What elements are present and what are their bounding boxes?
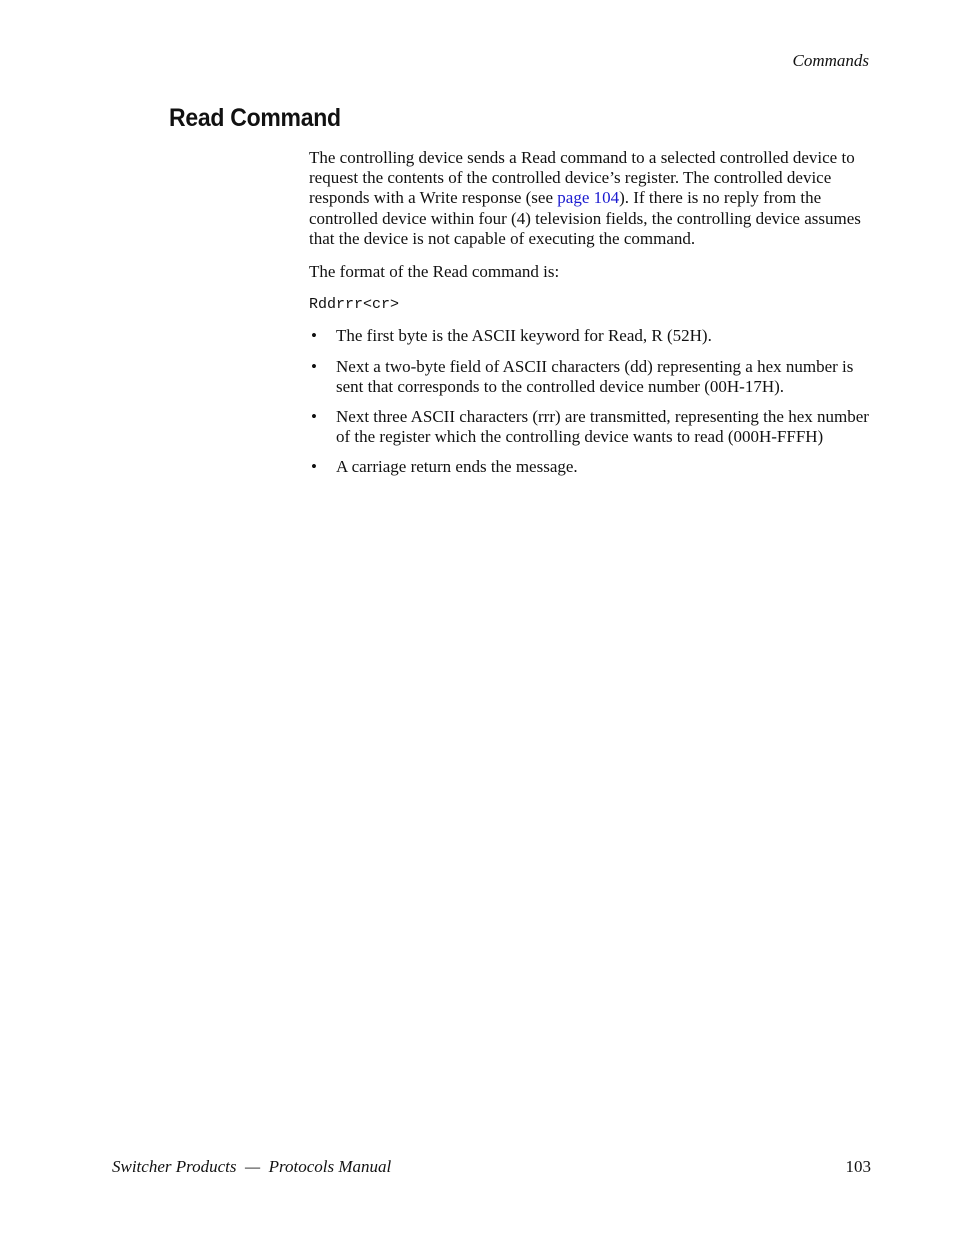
bullet-icon: • — [311, 407, 317, 427]
list-item: • The first byte is the ASCII keyword for Read, R (52H). — [311, 326, 712, 346]
bullet-icon: • — [311, 457, 317, 477]
footer-manual-title: Switcher Products — Protocols Manual — [112, 1157, 392, 1176]
body-text — [309, 148, 871, 488]
page-link[interactable]: page 104 — [557, 188, 620, 208]
running-header: Commands — [792, 51, 869, 70]
intro-text-after: ). If there is no reply from the controlled device within four (4) television fields, the controlling device assumes that the device is not capable of executing the command. — [309, 188, 861, 248]
section-title: Read Command — [169, 104, 341, 132]
bullet-icon: • — [311, 326, 317, 346]
page-number: 103 — [845, 1157, 871, 1176]
intro-text-before: The controlling device sends a Read command to a selected controlled device to request the contents of the controlled device’s register. The controlled device responds with a Write response (see — [309, 148, 855, 208]
bullet-list — [309, 326, 871, 477]
intro-paragraph — [309, 148, 871, 249]
format-paragraph: The format of the Read command is: — [309, 262, 560, 282]
list-item: • Next a two-byte field of ASCII characters (dd) representing a hex number is sent that corresponds to the controlled device number (00H-17H). — [311, 356, 854, 396]
command-format-code: Rddrrr<cr> — [309, 296, 400, 314]
list-item: • Next three ASCII characters (rrr) are transmitted, representing the hex number of the register which the controlling device wants to read (000H-FFFH) — [311, 407, 869, 447]
bullet-icon: • — [311, 356, 317, 376]
page-footer — [112, 1157, 871, 1177]
list-item: • A carriage return ends the message. — [311, 457, 578, 477]
